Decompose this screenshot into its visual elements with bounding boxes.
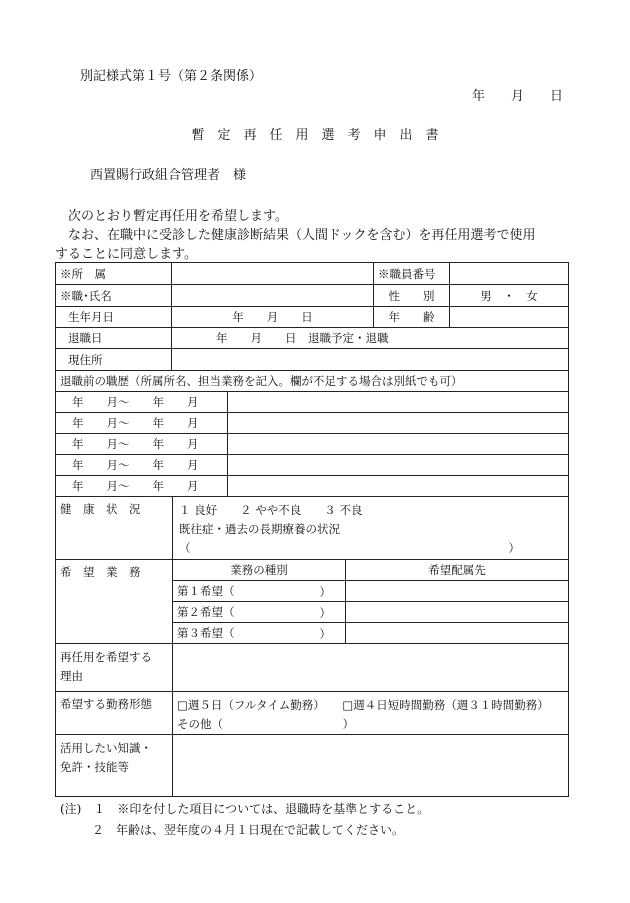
wish-1-field[interactable]: [173, 581, 346, 602]
intro-line-3: することに同意します。: [55, 247, 197, 262]
reason-label-line-2: 理由: [60, 669, 83, 683]
job-type-header: 業務の種別: [173, 560, 346, 581]
work-other-label[interactable]: その他（: [177, 717, 223, 731]
addressee: 西置賜行政組合管理者 様: [90, 168, 247, 183]
career-table: [55, 391, 569, 497]
health-field[interactable]: [173, 497, 569, 560]
wish-3-label: 第３希望（: [177, 626, 235, 640]
intro-line-2: なお、在職中に受診した健康診断結果（人間ドックを含む）を再任用選考で使用: [68, 228, 536, 243]
date-line: 年 月 日: [472, 89, 564, 104]
wish-1-label: 第１希望（: [177, 584, 235, 598]
note-1: (注) １ ※印を付した項目については、退職時を基準とすること。: [60, 802, 430, 816]
affiliation-label: ※所 属: [56, 263, 172, 285]
work-label: 希望する勤務形態: [56, 692, 173, 735]
assign-1-field[interactable]: [346, 581, 569, 602]
work-option-parttime[interactable]: □週４日短時間勤務（週３１時間勤務）: [342, 698, 549, 712]
birth-label: 生年月日: [56, 307, 172, 328]
details-table: [55, 496, 569, 797]
career-period[interactable]: 年 月～ 年 月: [56, 434, 228, 455]
wish-label: 希 望 業 務: [56, 560, 173, 644]
skills-field[interactable]: [173, 735, 569, 797]
career-detail[interactable]: [228, 434, 569, 455]
retire-field[interactable]: 年 月 日 退職予定・退職: [172, 328, 569, 349]
career-period[interactable]: 年 月～ 年 月: [56, 392, 228, 413]
sex-field[interactable]: 男 ・ 女: [450, 285, 569, 307]
reason-field[interactable]: [173, 644, 569, 692]
form-number: 別記様式第１号（第２条関係）: [80, 69, 263, 84]
affiliation-field[interactable]: [172, 263, 374, 285]
wish-2-close: ）: [319, 606, 331, 620]
career-period[interactable]: 年 月～ 年 月: [56, 413, 228, 434]
wish-1-close: ）: [319, 585, 331, 599]
career-period[interactable]: 年 月～ 年 月: [56, 476, 228, 497]
work-option-fulltime[interactable]: □週５日（フルタイム勤務）: [177, 698, 325, 712]
health-options[interactable]: １ 良好 ２ やや不良 ３ 不良: [179, 503, 363, 517]
page-title: 暫 定 再 任 用 選 考 申 出 書: [191, 128, 439, 143]
age-label: 年 齢: [374, 307, 450, 328]
age-field[interactable]: [450, 307, 569, 328]
wish-2-label: 第２希望（: [177, 605, 235, 619]
reason-label: [56, 644, 173, 692]
health-label: 健 康 状 況: [56, 497, 173, 560]
wish-3-close: ）: [319, 627, 331, 641]
skills-label-line-2: 免許・技能等: [60, 760, 129, 774]
career-header: 退職前の職歴（所属所名、担当業務を記入。欄が不足する場合は別紙でも可）: [56, 371, 569, 392]
employee-no-label: ※職員番号: [374, 263, 450, 285]
note-2: ２ 年齢は、翌年度の４月１日現在で記載してください。: [92, 823, 405, 837]
career-period[interactable]: 年 月～ 年 月: [56, 455, 228, 476]
assign-header: 希望配属先: [346, 560, 569, 581]
position-name-label: ※職･氏名: [56, 285, 172, 307]
address-label: 現住所: [56, 349, 172, 371]
wish-2-field[interactable]: [173, 602, 346, 623]
health-paren-open: （: [179, 541, 191, 555]
health-paren-close: ）: [508, 541, 520, 555]
wish-3-field[interactable]: [173, 623, 346, 644]
career-detail[interactable]: [228, 476, 569, 497]
work-other-close: ）: [342, 717, 355, 731]
skills-label-line-1: 活用したい知識・: [60, 741, 152, 755]
employee-no-field[interactable]: [450, 263, 569, 285]
application-form: [55, 262, 568, 797]
career-detail[interactable]: [228, 413, 569, 434]
career-detail[interactable]: [228, 455, 569, 476]
skills-label: [56, 735, 173, 797]
reason-label-line-1: 再任用を希望する: [60, 650, 152, 664]
retire-label: 退職日: [56, 328, 172, 349]
intro-line-1: 次のとおり暫定再任用を希望します。: [68, 209, 288, 224]
birth-field[interactable]: 年 月 日: [172, 307, 374, 328]
career-detail[interactable]: [228, 392, 569, 413]
assign-3-field[interactable]: [346, 623, 569, 644]
position-name-field[interactable]: [172, 285, 374, 307]
health-history-label: 既往症・過去の長期療養の状況: [179, 522, 340, 536]
work-field[interactable]: [173, 692, 569, 735]
assign-2-field[interactable]: [346, 602, 569, 623]
address-field[interactable]: [172, 349, 569, 371]
sex-label: 性 別: [374, 285, 450, 307]
